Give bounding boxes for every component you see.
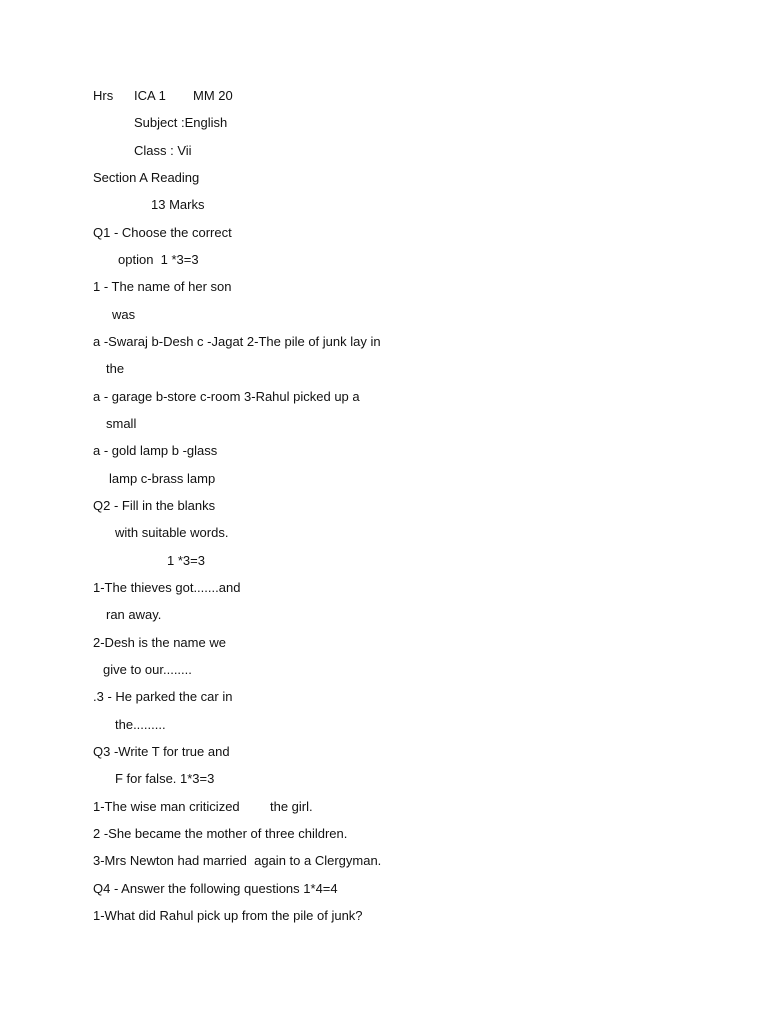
q1-item-1: 1 - The name of her son xyxy=(93,279,232,294)
q2-item-2: 2-Desh is the name we xyxy=(93,635,226,650)
q2-item-1: 1-The thieves got.......and xyxy=(93,580,241,595)
q2-heading-cont: with suitable words. xyxy=(115,525,229,540)
q1-heading-marks: option 1 *3=3 xyxy=(118,252,199,267)
q4-heading: Q4 - Answer the following questions 1*4=4 xyxy=(93,881,338,896)
section-marks: 13 Marks xyxy=(151,197,205,212)
q1-options-3: a - gold lamp b -glass xyxy=(93,443,218,458)
q1-options-2: a - garage b-store c-room 3-Rahul picked up a xyxy=(93,389,360,404)
q2-item-2-cont: give to our........ xyxy=(103,662,192,677)
q2-item-1-cont: ran away. xyxy=(106,607,162,622)
header-hrs: Hrs xyxy=(93,88,114,103)
q2-marks: 1 *3=3 xyxy=(167,553,205,568)
q1-heading: Q1 - Choose the correct xyxy=(93,225,232,240)
q3-item-2: 2 -She became the mother of three children. xyxy=(93,826,348,841)
header-class: Class : Vii xyxy=(134,143,192,158)
q3-heading: Q3 -Write T for true and xyxy=(93,744,230,759)
q3-item-1-cont: the girl. xyxy=(270,799,313,814)
header-ica: ICA 1 xyxy=(134,88,166,103)
q3-item-1: 1-The wise man criticized xyxy=(93,799,240,814)
q3-heading-cont: F for false. 1*3=3 xyxy=(115,771,215,786)
q1-options-1-cont: the xyxy=(106,361,125,376)
header-max-marks: MM 20 xyxy=(193,88,233,103)
q1-options-2-cont: small xyxy=(106,416,137,431)
q1-options-1: a -Swaraj b-Desh c -Jagat 2-The pile of junk lay in xyxy=(93,334,381,349)
q1-options-3-cont: lamp c-brass lamp xyxy=(109,471,216,486)
q4-item-1: 1-What did Rahul pick up from the pile of junk? xyxy=(93,908,363,923)
q3-item-3: 3-Mrs Newton had married again to a Clergyman. xyxy=(93,853,382,868)
q2-item-3: .3 - He parked the car in xyxy=(93,689,233,704)
q2-item-3-cont: the......... xyxy=(115,717,166,732)
header-subject: Subject :English xyxy=(134,115,228,130)
q1-item-1-cont: was xyxy=(112,307,136,322)
section-title: Section A Reading xyxy=(93,170,200,185)
q2-heading: Q2 - Fill in the blanks xyxy=(93,498,216,513)
